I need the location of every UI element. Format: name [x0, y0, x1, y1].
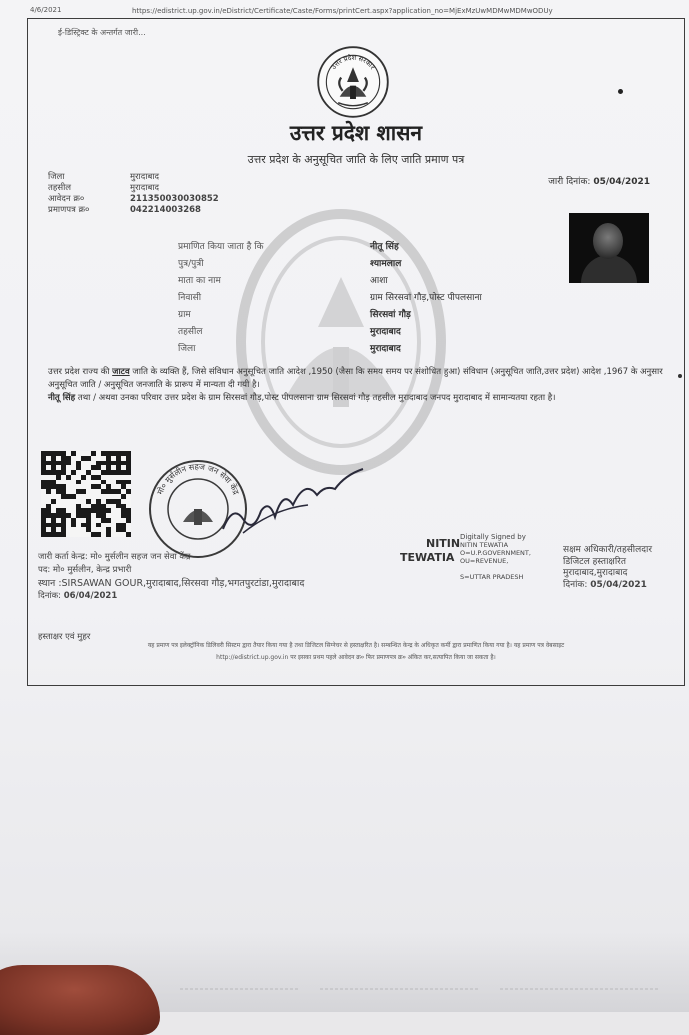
meta-row: [48, 183, 219, 194]
detail-row: [178, 273, 482, 290]
detail-row: [178, 290, 482, 307]
detail-label: तहसील: [178, 327, 203, 337]
application-number: 211350030030852: [130, 194, 219, 204]
issue-date-value: 05/04/2021: [593, 177, 650, 187]
finger-in-frame: [0, 965, 160, 1035]
meta-label: प्रमाणपत्र क्र०: [48, 205, 90, 215]
statement-text: उत्तर प्रदेश राज्य की: [48, 367, 113, 377]
district: मुरादाबाद: [370, 344, 401, 354]
qr-code: [41, 451, 131, 537]
mother-name: आशा: [370, 276, 388, 286]
meta-row: [48, 172, 219, 183]
sig-line: NITIN TEWATIA: [460, 541, 509, 549]
applicant-name: नीतू सिंह: [370, 242, 399, 252]
certificate-statement: [48, 366, 673, 405]
meta-label: जिला: [48, 172, 65, 182]
seal-text: मो० मुर्सलीन सहज जन सेवा केंद्र: [155, 462, 241, 496]
meta-label: तहसील: [48, 183, 72, 193]
digital-signature-block: [460, 533, 531, 581]
father-name: श्यामलाल: [370, 259, 402, 269]
authority-date-label: दिनांक:: [563, 579, 588, 590]
detail-label: ग्राम: [178, 310, 191, 320]
handwritten-signature: [213, 449, 373, 539]
sig-line: S=UTTAR PRADESH: [460, 573, 524, 581]
tehsil: मुरादाबाद: [370, 327, 401, 337]
meta-label: आवेदन क्र०: [48, 194, 85, 204]
statement-applicant-name: नीतू सिंह: [48, 393, 76, 403]
verification-note: यह प्रमाण पत्र इलेक्ट्रॉनिक डिलिवरी सिस्टम द्वारा तैयार किया गया है तथा डिजिटल सिग्नेचर से हस्ताक्षरित है। सम्बन्धित केन्द्र के अधिकृत कर्मी द्वारा प्रमाणित किया गया है। यह प्रमाण पत्र वेबसाइट: [147, 642, 565, 649]
residence: ग्राम सिरसवां गौड़,पोस्ट पीपलसाना: [370, 293, 482, 303]
village: सिरसवां गौड़: [370, 310, 411, 320]
authority-date-value: 05/04/2021: [590, 579, 647, 590]
meta-value: मुरादाबाद: [130, 172, 160, 182]
issuing-centre: [38, 551, 304, 603]
authority-line: सक्षम अधिकारी/तहसीलदार: [563, 545, 653, 555]
meta-row: [48, 194, 219, 205]
sig-line: [460, 565, 531, 573]
detail-row: [178, 324, 482, 341]
edistrict-note: ई-डिस्ट्रिक्ट के अन्तर्गत जारी...: [58, 28, 146, 37]
detail-label: निवासी: [178, 293, 202, 303]
issuer-post: पद: मो० मुर्सलीन, केन्द्र प्रभारी: [38, 565, 132, 575]
detail-row: [178, 239, 482, 256]
sig-line: O=U.P.GOVERNMENT,: [460, 549, 531, 557]
authority-line: डिजिटल हस्ताक्षरित: [563, 556, 626, 567]
issuer-date-label: दिनांक:: [38, 591, 62, 601]
applicant-details: [178, 239, 482, 358]
certificate-title: उत्तर प्रदेश के अनुसूचित जाति के लिए जाति प्रमाण पत्र: [247, 153, 465, 166]
authority-line: मुरादाबाद,मुरादाबाद: [563, 568, 628, 578]
detail-label: जिला: [178, 344, 196, 354]
detail-label: माता का नाम: [178, 276, 221, 286]
detail-row: [178, 256, 482, 273]
issuer-place: स्थान :SIRSAWAN GOUR,मुरादाबाद,सिरसवा गौड़,भगतपुरटांडा,मुरादाबाद: [38, 578, 305, 589]
emblem-text: उत्तर प्रदेश सरकार: [329, 53, 377, 72]
issue-date: [548, 174, 650, 187]
print-url: https://edistrict.up.gov.in/eDistrict/Certificate/Caste/Forms/printCert.aspx?application_no=MjExMzUwMDMwMDMwODUy: [132, 7, 553, 15]
sig-line: OU=REVENUE,: [460, 557, 509, 565]
browser-print-header: [30, 4, 659, 18]
print-date: 4/6/2021: [30, 6, 62, 14]
meta-value: मुरादाबाद: [130, 183, 160, 193]
signature-and-seal-label: हस्ताक्षर एवं मुहर: [38, 632, 91, 642]
issuer-kendra: जारी कर्ता केन्द्र: मो० मुर्सलीन सहज जन सेवा केंद्र: [38, 552, 191, 562]
issuer-date-value: 06/04/2021: [63, 591, 118, 601]
caste-certificate: [27, 18, 685, 686]
certificate-number: 042214003268: [130, 205, 201, 215]
ink-dot: [678, 374, 682, 378]
issuer-date: [38, 590, 304, 603]
statement-text: तथा / अथवा उनका परिवार उत्तर प्रदेश के ग्राम सिरसवां गौड़,पोस्ट पीपलसाना ग्राम सिरसवां गौड़ तहसील मुरादाबाद जनपद मुरादाबाद में सामान्यतया रहता है।: [75, 393, 556, 403]
up-government-emblem-icon: [316, 45, 390, 119]
certificate-meta: [48, 172, 219, 216]
caste-name: जाटव: [112, 367, 130, 377]
signer-name-line1: NITIN: [426, 537, 461, 550]
digital-signer-name: [400, 537, 460, 565]
meta-row: [48, 205, 219, 216]
detail-label: पुत्र/पुत्री: [178, 259, 204, 269]
competent-authority: [563, 545, 652, 591]
signer-name-line2: TEWATIA: [400, 551, 455, 564]
verification-url-note: http://edistrict.up.gov.in पर इसका प्रथम पहले आवेदन क्र० फिर प्रमाणपत्र क्र० अंकित कर,सत्यापित किया जा सकता है।: [216, 654, 496, 661]
ink-dot: [618, 89, 623, 94]
applicant-photo: [569, 213, 649, 283]
authority-date: [563, 580, 652, 592]
detail-row: [178, 307, 482, 324]
sig-line: Digitally Signed by: [460, 533, 526, 541]
statement-text: जाति के व्यक्ति हैं, जिसे संविधान अनुसूचित जाति आदेश ,1950 (जैसा कि समय समय पर संशोधित हुआ) संविधान (अनुसूचित जाति,उत्तर प्रदेश) आदेश ,1967 के अनुसार अनुसूचित जाति / अनुसूचित जनजाति के प्रारूप में मान्यता दी गयी है।: [48, 367, 663, 390]
issue-date-label: जारी दिनांक:: [548, 177, 591, 187]
detail-label: प्रमाणित किया जाता है कि: [178, 242, 264, 252]
government-title: उत्तर प्रदेश शासन: [289, 121, 423, 145]
qr-module: [126, 532, 131, 537]
detail-row: [178, 341, 482, 358]
